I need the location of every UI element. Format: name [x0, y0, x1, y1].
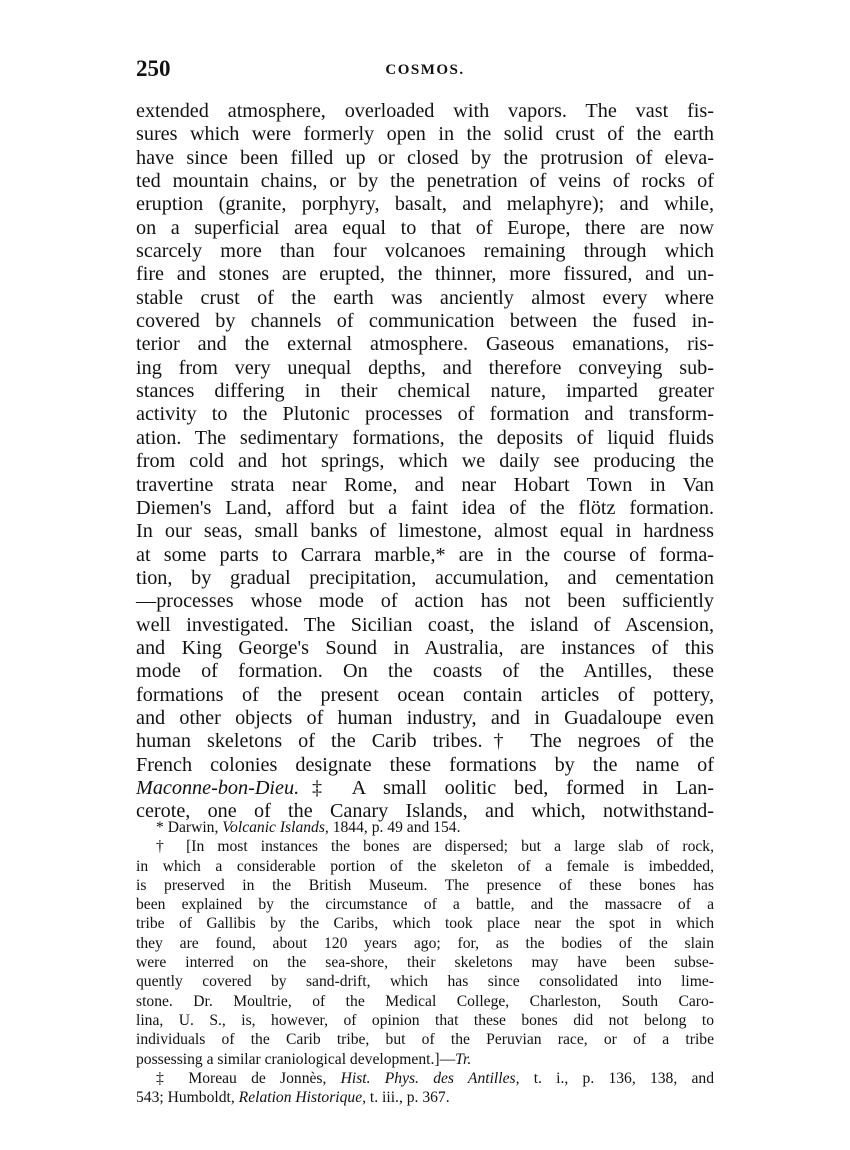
- body-line: terior and the external atmosphere. Gaseous emanations, ris-: [136, 333, 714, 356]
- footnotes: [136, 818, 714, 1107]
- footnote-text: t. iii., p. 367.: [366, 1089, 450, 1107]
- body-line: ation. The sedimentary formations, the deposits of liquid fluids: [136, 426, 714, 449]
- body-line: In our seas, small banks of limestone, almost equal in hardness: [136, 520, 714, 543]
- footnote-dagger-line: in which a considerable portion of the skeleton of a female is imbedded,: [136, 857, 714, 875]
- body-line: sures which were formerly open in the solid crust of the earth: [136, 123, 714, 146]
- body-line: tion, by gradual precipitation, accumulation, and cementation: [136, 566, 714, 589]
- body-line: Diemen's Land, afford but a faint idea of the flötz formation.: [136, 496, 714, 519]
- page-header: [136, 56, 714, 86]
- footnote-dagger-line: tribe of Gallibis by the Caribs, which took place near the spot in which: [136, 915, 714, 933]
- body-line: ing from very unequal depths, and therefore conveying sub-: [136, 356, 714, 379]
- footnote-star: [136, 818, 714, 837]
- body-line: and other objects of human industry, and in Guadaloupe even: [136, 706, 714, 729]
- body-line-rest: ‡ A small oolitic bed, formed in Lan-: [299, 776, 714, 799]
- italic-term: Maconne-bon-Dieu.: [136, 776, 300, 799]
- body-line: at some parts to Carrara marble,* are in the course of forma-: [136, 543, 714, 566]
- footnote-dagger-line: individuals of the Carib tribe, but of the Peruvian race, or of a tribe: [136, 1031, 714, 1049]
- body-line: on a superficial area equal to that of Europe, there are now: [136, 216, 714, 239]
- footnote-text: ‡ Moreau de Jonnès,: [156, 1069, 341, 1087]
- body-line: covered by channels of communication between the fused in-: [136, 310, 714, 333]
- footnote-text: t. i., p. 136, 138, and: [519, 1069, 715, 1087]
- body-line: fire and stones are erupted, the thinner, more fissured, and un-: [136, 263, 714, 286]
- body-line: mode of formation. On the coasts of the Antilles, these: [136, 660, 714, 683]
- body-line: cerote, one of the Canary Islands, and which, notwithstand-: [136, 800, 714, 823]
- footnote-dagger-line: were interred on the sea-shore, their skeletons may have been subse-: [136, 954, 714, 972]
- body-text: [136, 100, 714, 824]
- footnote-dagger-line: stone. Dr. Moultrie, of the Medical College, Charleston, South Caro-: [136, 992, 714, 1010]
- body-line: human skeletons of the Carib tribes.† The negroes of the: [136, 730, 714, 753]
- footnote-dagger-line: they are found, about 120 years ago; for, as the bodies of the slain: [136, 934, 714, 952]
- body-line: French colonies designate these formations by the name of: [136, 753, 714, 776]
- body-line: eruption (granite, porphyry, basalt, and melaphyre); and while,: [136, 193, 714, 216]
- footnote-italic: Relation Historique,: [238, 1089, 367, 1107]
- page-number: 250: [136, 56, 171, 81]
- body-line: stances differing in their chemical nature, imparted greater: [136, 380, 714, 403]
- body-line: extended atmosphere, overloaded with vapors. The vast fis-: [136, 100, 714, 122]
- footnote-italic: Volcanic Islands,: [222, 819, 329, 836]
- body-line: and King George's Sound in Australia, are instances of this: [136, 636, 714, 659]
- footnote-dagger-line: been explained by the circumstance of a battle, and the massacre of a: [136, 896, 714, 914]
- footnote-double-dagger: [136, 1088, 714, 1107]
- footnote-italic: Tr.: [455, 1050, 472, 1068]
- body-line: stable crust of the earth was anciently almost every where: [136, 286, 714, 309]
- footnote-dagger-line: [136, 1050, 714, 1069]
- body-line: ted mountain chains, or by the penetration of veins of rocks of: [136, 170, 714, 193]
- footnote-double-dagger: [136, 1069, 714, 1088]
- body-line: [136, 777, 714, 800]
- body-line: travertine strata near Rome, and near Hobart Town in Van: [136, 473, 714, 496]
- footnote-dagger-line: lina, U. S., is, however, of opinion that these bones did not belong to: [136, 1011, 714, 1029]
- footnote-text: 1844, p. 49 and 154.: [328, 819, 461, 836]
- footnote-text: possessing a similar craniological development.]—: [136, 1050, 456, 1068]
- body-line: —processes whose mode of action has not been sufficiently: [136, 590, 714, 613]
- running-title: COSMOS.: [385, 62, 465, 78]
- body-line: activity to the Plutonic processes of formation and transform-: [136, 403, 714, 426]
- footnote-dagger-line: quently covered by sand-drift, which has since consolidated into lime-: [136, 973, 714, 991]
- body-line: from cold and hot springs, which we daily see producing the: [136, 450, 714, 473]
- footnote-text: * Darwin,: [156, 819, 223, 836]
- footnote-italic: Hist. Phys. des Antilles,: [340, 1069, 520, 1087]
- body-line: scarcely more than four volcanoes remaining through which: [136, 240, 714, 263]
- footnote-dagger-line: † [In most instances the bones are dispersed; but a large slab of rock,: [156, 838, 714, 856]
- footnote-text: 543; Humboldt,: [136, 1089, 239, 1107]
- body-line: well investigated. The Sicilian coast, the island of Ascension,: [136, 613, 714, 636]
- body-line: formations of the present ocean contain articles of pottery,: [136, 683, 714, 706]
- body-line: have since been filled up or closed by the protrusion of eleva-: [136, 146, 714, 169]
- footnote-dagger-line: is preserved in the British Museum. The presence of these bones has: [136, 876, 714, 894]
